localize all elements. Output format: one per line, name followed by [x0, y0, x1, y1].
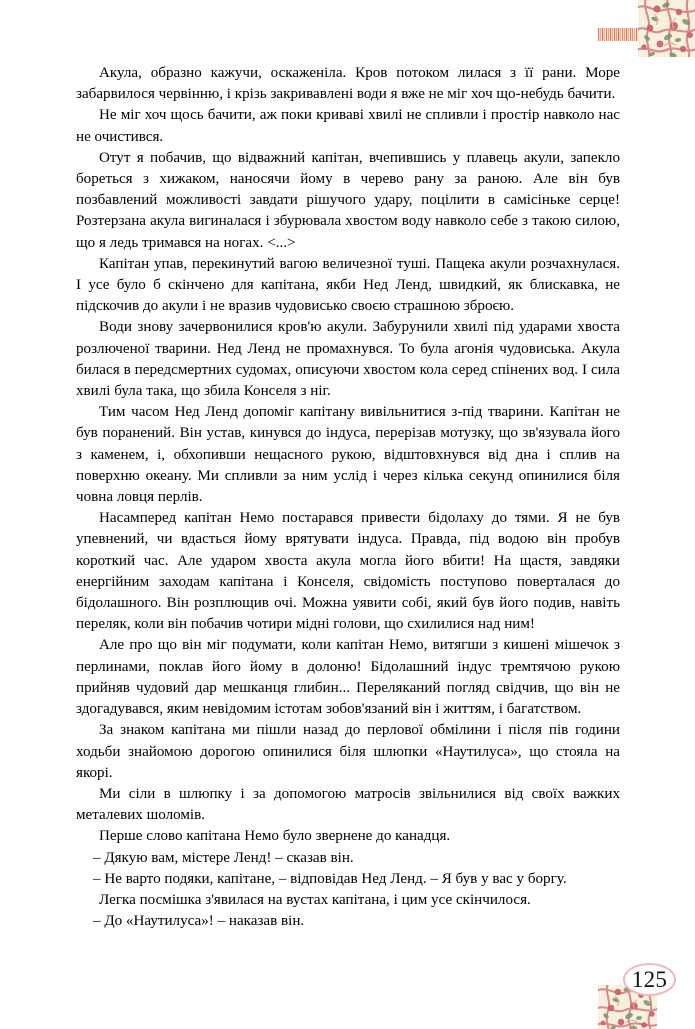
paragraph: Ми сіли в шлюпку і за допомогою матросів звільнилися від своїх важких металевих шоломів.	[76, 785, 620, 824]
corner-ornament-top-right	[638, 0, 695, 57]
paragraph: Перше слово капітана Немо було звернене до канадця.	[99, 828, 451, 845]
dialogue-line: – Не варто подяки, капітане, – відповідав Нед Ленд. – Я був у вас у боргу.	[93, 870, 567, 887]
page-text-body	[76, 63, 620, 932]
paragraph: Тим часом Нед Ленд допоміг капітану вивільнитися з-під тварини. Капітан не був поранений. Він устав, кинувся до індуса, перерізав мотузку, що зв'язувала його з каменем, і, обхопивши нещасного рукою, відштовхнувся від дна і сплив на поверхню океану. Ми спливли за ним услід і через кілька секунд опинилися біля човна ловця перлів.	[76, 404, 620, 506]
striped-band-ornament	[598, 28, 639, 41]
paragraph: Води знову зачервонилися кров'ю акули. Забурунили хвилі під ударами хвоста розлюченої тварини. Нед Ленд не промахнувся. То була агонія чудовиська. Акула билася в передсмертних судомах, описуючи хвостом кола серед спінених вод. І сила хвилі була така, що збила Конселя з ніг.	[76, 319, 620, 400]
paragraph: Акула, образно кажучи, оскаженіла. Кров потоком лилася з її рани. Море забарвилося червінню, і крізь закривавлені води я вже не міг хоч що-небудь бачити.	[76, 65, 620, 103]
dialogue-line: – До «Наутилуса»! – наказав він.	[93, 913, 305, 930]
paragraph: Насамперед капітан Немо постарався привести бідолаху до тями. Я не був упевнений, чи вдасться йому врятувати індуса. Правда, під водою він пробув короткий час. Але ударом хвоста акула могла його вбити! На щастя, завдяки енергійним заходам капітана і Конселя, свідомість поступово поверталася до бідолашного. Він розплющив очі. Можна уявити собі, який був його подив, навіть переляк, коли він побачив чотири мідні голови, що схилилися над ним!	[76, 510, 620, 633]
paragraph: Але про що він міг подумати, коли капітан Немо, витягши з кишені мішечок з перлинами, поклав його йому в долоню! Бідолашний індус тремтячою рукою прийняв чудовий дар мешканця глибин... Переляканий погляд свідчив, що він не здогадувався, яким невідомим істотам зобов'язаний він і життям, і багатством.	[76, 637, 620, 718]
paragraph: Капітан упав, перекинутий вагою величезної туші. Пащека акули розчахнулася. І усе було б скінчено для капітана, якби Нед Ленд, швидкий, як блискавка, не підскочив до акули і не вразив чудовисько своєю страшною зброєю.	[76, 255, 620, 315]
striped-band-icon	[598, 28, 639, 41]
page-number-badge	[623, 963, 676, 996]
dialogue-line: – Дякую вам, містере Ленд! – сказав він.	[93, 849, 354, 866]
paragraph: Не міг хоч щось бачити, аж поки криваві хвилі не спливли і простір навколо нас не очистився.	[76, 107, 620, 145]
paragraph: Легка посмішка з'явилася на вустах капітана, і цим усе скінчилося.	[99, 891, 531, 908]
page-number: 125	[631, 967, 668, 992]
floral-vine-ornament-icon	[638, 0, 695, 57]
paragraph: Отут я побачив, що відважний капітан, вчепившись у плавець акули, запекло бореться з хижаком, наносячи йому в черево рану за раною. Але він був позбавлений можливості завдати рішучого удару, поцілити в самісіньке серце! Розтерзана акула вигиналася і збурювала хвостом воду навколо себе з такою силою, що я ледь тримався на ногах. <...>	[76, 149, 620, 251]
paragraph: За знаком капітана ми пішли назад до перлової обмілини і після пів години ходьби знайомою дорогою опинилися біля шлюпки «Наутилуса», що стояла на якорі.	[76, 722, 620, 781]
